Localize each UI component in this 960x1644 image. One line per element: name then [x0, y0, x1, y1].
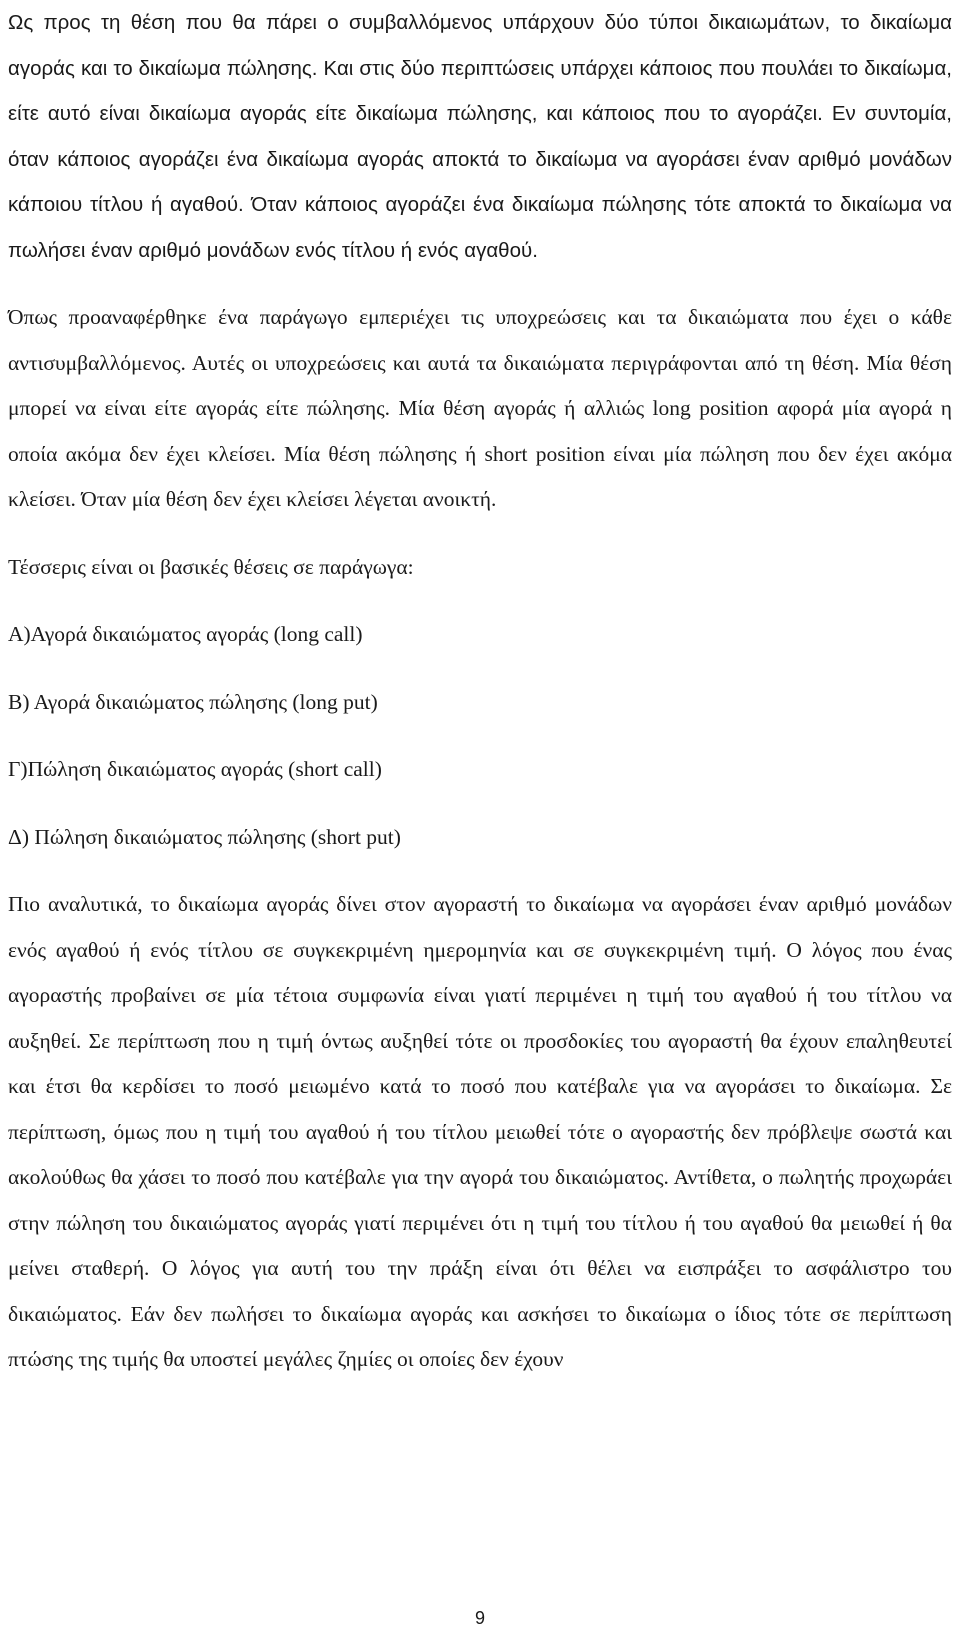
list-item-short-call: Γ)Πώληση δικαιώματος αγοράς (short call)	[8, 757, 382, 781]
paragraph-basic-positions-intro: Τέσσερις είναι οι βασικές θέσεις σε παράγωγα:	[8, 554, 414, 579]
document-page	[8, 0, 952, 1644]
page-number: 9	[474, 1608, 485, 1628]
paragraph-call-option-details: Πιο αναλυτικά, το δικαίωμα αγοράς δίνει στον αγοραστή το δικαίωμα να αγοράσει έναν αριθμό μονάδων ενός αγαθού ή ενός τίτλου σε συγκεκριμένη ημερομηνία και σε συγκεκριμένη τιμή. Ο λόγος που ένας αγοραστής προβαίνει σε μία τέτοια συμφωνία είναι γιατί περιμένει η τιμή του αγαθού ή του τίτλου να αυξηθεί. Σε περίπτωση που η τιμή όντως αυξηθεί τότε οι προσδοκίες του αγοραστή θα έχουν επαληθευτεί και έτσι θα κερδίσει το ποσό μειωμένο κατά το ποσό που κατέβαλε για να αγοράσει το δικαίωμα. Σε περίπτωση, όμως που η τιμή του αγαθού ή του τίτλου μειωθεί τότε ο αγοραστής δεν πρόβλεψε σωστά και ακολούθως θα χάσει το ποσό που κατέβαλε για την αγορά του δικαιώματος. Αντίθετα, ο πωλητής προχωράει στην πώληση του δικαιώματος αγοράς γιατί περιμένει ότι η τιμή του τίτλου ή του αγαθού θα μειωθεί ή θα μείνει σταθερή. Ο λόγος για αυτή του την πράξη είναι ότι θέλει να εισπράξει το ασφάλιστρο του δικαιώματος. Εάν δεν πωλήσει το δικαίωμα αγοράς και ασκήσει το δικαίωμα ο ίδιος τότε σε περίπτωση πτώσης της τιμής θα υποστεί μεγάλες ζημίες οι οποίες δεν έχουν	[8, 892, 952, 1371]
paragraph-positions: Όπως προαναφέρθηκε ένα παράγωγο εμπεριέχει τις υποχρεώσεις και τα δικαιώματα που έχει ο κάθε αντισυμβαλλόμενος. Αυτές οι υποχρεώσεις και αυτά τα δικαιώματα περιγράφονται από τη θέση. Μία θέση μπορεί να είναι είτε αγοράς είτε πώλησης. Μία θέση αγοράς ή αλλιώς long position αφορά μία αγορά η οποία ακόμα δεν έχει κλείσει. Μία θέση πώλησης ή short position είναι μία πώληση που δεν έχει ακόμα κλείσει. Όταν μία θέση δεν έχει κλείσει λέγεται ανοικτή.	[8, 305, 952, 511]
list-item-long-call: Α)Αγορά δικαιώματος αγοράς (long call)	[8, 622, 363, 646]
list-item-short-put: Δ) Πώληση δικαιώματος πώλησης (short put)	[8, 824, 401, 849]
list-item-long-put: Β) Αγορά δικαιώματος πώλησης (long put)	[8, 689, 378, 714]
paragraph-option-types: Ως προς τη θέση που θα πάρει ο συμβαλλόμενος υπάρχουν δύο τύποι δικαιωμάτων, το δικαίωμα αγοράς και το δικαίωμα πώλησης. Και στις δύο περιπτώσεις υπάρχει κάποιος που πουλάει το δικαίωμα, είτε αυτό είναι δικαίωμα αγοράς είτε δικαίωμα πώλησης, και κάποιος που το αγοράζει. Εν συντομία, όταν κάποιος αγοράζει ένα δικαίωμα αγοράς αποκτά το δικαίωμα να αγοράσει έναν αριθμό μονάδων κάποιου τίτλου ή αγαθού. Όταν κάποιος αγοράζει ένα δικαίωμα πώλησης τότε αποκτά το δικαίωμα να πωλήσει έναν αριθμό μονάδων ενός τίτλου ή ενός αγαθού.	[8, 11, 952, 262]
